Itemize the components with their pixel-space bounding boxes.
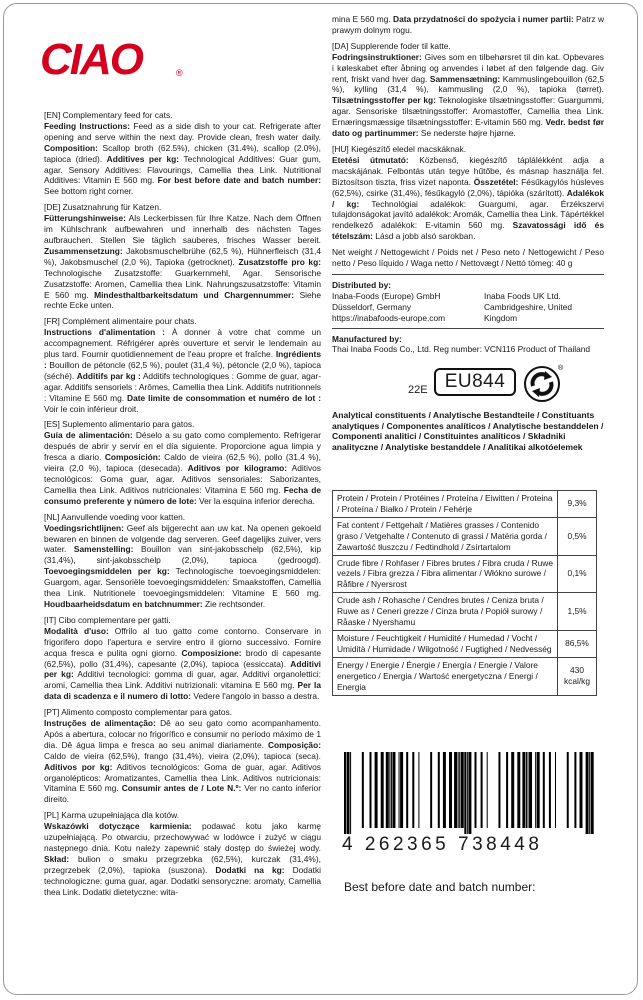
bold-label: Zusatzstoffe pro kg: [238,256,321,267]
language-code: [PT] [44,707,60,718]
nutrient-label: Crude ash / Rohasche / Cendres brutes / Ceniza bruta / Ruwe as / Ceneri grezze / Cinza bruta / Popiół surowy / Råaske / Nyershamu [333,593,558,631]
barcode-bar [529,752,532,828]
barcode-bar [511,752,514,828]
distributed-label: Distributed by: [332,279,392,290]
nutrition-row [333,517,597,555]
recycle-reg-mark: ® [558,365,564,372]
barcode-bar [555,752,556,828]
bold-label: Ingrédients : [44,349,321,370]
barcode-bar [468,752,471,834]
distributors [332,291,604,324]
body-text: Siehe rechte Ecke unten. [44,289,322,311]
bold-label: Instructions d'alimentation : [44,327,165,338]
barcode-bar [400,752,403,828]
nutrition-table [332,490,597,696]
bold-label: Etetési útmutató: [332,154,409,165]
barcode-bar [418,752,419,828]
nutrition-row [333,630,597,657]
section-title: Supplerende foder til katte. [350,40,451,51]
section-heading [44,110,321,121]
barcode-bar [461,752,464,828]
body-text: Offrilo al tuo gatto come contorno. Conservare in frigorifero dopo l'apertura e servire entro il giorno successivo. Fornire acqua fresca e pulita ogni giorno. [44,625,321,658]
barcode-bar [443,752,446,828]
recycle-icon [523,362,565,404]
barcode-bar [498,752,500,828]
nutrient-label: Protein / Protein / Protéines / Proteína / Eiwitten / Proteina / Proteína / Białko / Protein / Fehérje [333,491,558,518]
ciao-logo [40,35,190,88]
language-section [332,41,604,139]
eu-approval-code: EU844 [434,368,516,396]
section-heading [44,810,321,821]
bold-label: Voedingsrichtlijnen: [44,522,124,533]
language-section [44,316,321,414]
body-text: Aditivos tecnológicos: Goma guar, agar. Aditivos sensoriales: Saborizantes, Camellia thea Link. Aditivos nutricionales: Vitamina E 560 mg. [44,463,321,495]
body-text: Vedere l'angolo in basso a destra. [191,691,320,702]
barcode-bar [392,752,395,828]
distributor-eu-name: Inaba-Foods (Europe) GmbH [332,290,441,301]
language-code: [DE] [44,202,61,213]
nutrition-row [333,593,597,631]
body-text: bulion o smaku przegrzebka (62,5%), kurczak (31,4%), przegrzebek (2,0%), tapioka (suszona). [44,853,321,875]
barcode [338,752,600,834]
nutrition-row [333,491,597,518]
barcode-bar [375,752,378,828]
bold-label: Vedr. bedst før dato og partinummer: [332,117,604,139]
language-section [44,810,321,897]
body-text: Gives som en tilbehørsret til din kat. Opbevares i køleskabet efter åbning og anvendes i løbet af den følgende dag. Giv rent, friskt vand hver dag. [332,51,604,84]
bold-label: Szavatossági idő és tételszám: [332,220,604,242]
bold-label: Additivi per kg: [44,658,321,680]
barcode-bar [522,752,525,828]
manufactured-label: Manufactured by: [332,333,402,344]
bold-label: Samenstelling: [73,544,134,555]
barcode-bar [438,752,440,828]
barcode-bar [574,752,576,828]
body-text: Geef als bijgerecht aan uw kat. Na openen gekoeld bewaren en binnen de volgende dag serveren. Geef dagelijks zuiver, vers water. [44,522,321,555]
body-text: Technológiai adalékok: Guargumi, agar. Érzékszervi tulajdonságokat javító adalékok: Aromák, Camellia thea Link. Tápértékkel rendelkező adalékok: E-vitamin 560 mg. [332,198,604,231]
nutrition-row [333,657,597,695]
body-text: Scallop broth (62.5%), chicken (31.4%), scallop (2.0%), tapioca (dried). [44,142,321,164]
bold-label: Composition: [44,142,98,153]
body-text: mina E 560 mg. [332,14,394,24]
barcode-bar [454,752,457,828]
barcode-bar [344,752,346,834]
bold-label: Aditivos por kg: [44,761,113,772]
nutrient-label: Moisture / Feuchtigkeit / Humidité / Humedad / Vocht / Umidità / Humidade / Wilgotność / Fugtighed / Nedvesség [333,630,558,657]
barcode-bar [487,752,488,828]
body-text: podawać kotu jako karmę uzupełniającą. Po otwarciu, przechowywać w lodówce i zużyć w ciągu następnego dnia. Kotu należy zapewnić stały dostęp do świeżej wody. [44,821,321,853]
barcode-bar [362,752,364,828]
body-text: Technologische Zusatzstoffe: Guarkernmehl, Agar. Sensorische Zusatzstoffe: Aromen, Camellia thea Link. Nahrungszusatzstoffe: Vitamin E 560 mg. [44,267,321,300]
body-text: Dodatki technologiczne: guma guar, agar. Dodatki sensoryczne: aromaty, Camellia thea Link. Dodatki dietetyczne: wita- [44,864,321,897]
section-title: Kiegészítő eledel macskáknak. [351,143,467,154]
barcode-bar [589,752,590,834]
nutrient-label: Fat content / Fettgehalt / Matières grasses / Contenido graso / Vetgehalte / Contenuto di grassi / Matéria gorda / Zawartość tłuszczu / Fedtindhold / Zsírtartalom [333,517,558,555]
barcode-bar [537,752,540,828]
body-text: Patrz w prawym dolnym rogu. [332,14,604,35]
body-text: Se nederste højre hjørne. [418,128,516,139]
manufacturer: Thai Inaba Foods Co., Ltd. Reg number: VCN116 Product of Thailand [332,344,591,355]
language-code: [IT] [44,614,57,625]
barcode-bar [430,752,432,828]
body-text: Déselo a su gato como complemento. Refrigerar después de abrir y servir en el día siguiente. Proporcione agua limpia y fresca a diario. [44,430,321,463]
left-text-column [44,110,321,903]
body-text: Teknologiske tilsætningsstoffer: Guargummi, agar. Sensoriske tilsætningsstoffer: Aromastoffer, Camellia thea Link. Ernæringsmæssige tilsætningsstoffer: E-vitamin 560 mg. [332,95,604,128]
nutrient-value: 9,3% [558,491,597,518]
registered-mark: ® [176,68,183,78]
bold-label: Adalékok / kg: [332,187,604,209]
barcode-bar [449,752,452,828]
barcode-bar [381,752,384,828]
section-heading [44,316,321,327]
barcode-bar [370,752,372,828]
bold-label: Zusammensetzung: [44,245,123,256]
net-weight: Net weight / Nettogewicht / Poids net / Peso neto / Nettogewicht / Peso netto / Peso líquido / Waga netto / Nettovægt / Nettó tömeg: 40 g [332,247,604,269]
right-text-column [332,14,604,355]
body-text: Dê ao seu gato como acompanhamento. Após a abertura, colocar no frigorífico e consumir no período máximo de 1 dia. Dê água limpa e fresca ao seu animal diariamente. [44,718,321,750]
barcode-bar [526,752,527,828]
bold-label: Összetétel: [473,176,519,187]
language-section [44,512,321,610]
section-heading [332,144,604,155]
bold-label: Data przydatności do spożycia i numer partii: [393,14,574,24]
section-heading [44,615,321,626]
best-before-label: Best before date and batch number: [344,880,536,894]
distributor-eu-url: https://inabafoods-europe.com [332,312,446,323]
section-title: Complementary feed for cats. [62,110,173,120]
body-text: À donner à votre chat comme un accompagnement. Réfrigérer après ouverture et servir le lendemain au plus tard. Fournir quotidiennement de l'eau propre et fraîche. [44,327,321,360]
barcode-bar [406,752,408,828]
section-heading [44,707,321,718]
nutrient-value: 0,1% [558,555,597,593]
section-heading [44,202,321,213]
bold-label: Per la data di scadenza e il numero di lotto: [44,680,321,702]
body-text: Bouillon van sint-jakobsschelp (62,5%), kip (31,4%), sint-jakobsschelp (2,0%), tapioca (gedroogd). [44,544,321,566]
barcode-bar [543,752,545,828]
barcode-bar [591,752,594,834]
analytical-constituents-title: Analytical constituents / Analytische Bestandteile / Constituants analytiques / Componentes analíticos / Analytische bestanddelen / Componenti analitici / Constituintes analíticos / Składniki analityczne / Analytiske bestanddele / Analitikai alkotóelemek [332,410,604,452]
bold-label: Instruções de alimentação: [44,718,156,729]
bold-label: Modalità d'uso: [44,625,109,636]
barcode-bar [528,752,529,828]
body-text: Additivi tecnologici: gomma di guar, agar. Additivi organolettici: aromi, Camellia thea Link. Additivi nutrizionali: vitamina E 560 mg. [44,669,321,691]
bold-label: Composizione: [181,647,242,658]
body-text: Fésűkagylós húsleves (62,5%), csirke (31,4%), fésűkagyló (2,0%), tápióka (szárított). [332,176,604,198]
barcode-bar [567,752,569,828]
code-22e: 22E [408,384,428,396]
language-code: [EN] [44,110,61,120]
barcode-bar [347,752,350,834]
body-text: Zie rechtsonder. [202,598,266,609]
divider [332,274,604,275]
language-code: [NL] [44,511,60,522]
body-text: Feed as a side dish to your cat. Refrigerate after opening and serve within the next day. Provide clean, fresh water daily. [44,120,321,142]
bold-label: Dodatki na kg: [215,864,285,875]
bold-label: Composición: [104,452,161,463]
section-heading [44,419,321,430]
distributor-uk-name: Inaba Foods UK Ltd. [484,290,561,301]
body-text: Technologische toevoegingsmiddelen: Guargom, agar. Sensoriële toevoegingsmiddelen: Smaakstoffen, Camellia thea Link. Nutritionele toevoegingsmiddelen: Vitamine E 560 mg. [44,566,322,599]
barcode-bar [464,752,466,834]
body-text: Bouillon de pétoncle (62,5 %), poulet (31,4 %), pétoncle (2,0 %), tapioca (séché). [44,359,321,381]
bold-label: Additifs par kg : [76,370,141,381]
bold-label: Tilsætningsstoffer per kg: [332,95,436,106]
bold-label: Wskazówki dotyczące karmienia: [44,821,192,832]
barcode-bar [467,752,468,834]
logo-text: CIAO [40,35,142,84]
bold-label: Date limite de consommation et numéro de lot : [127,392,321,403]
bold-label: Aditivos por kilogramo: [187,463,288,474]
barcode-bar [475,752,477,828]
language-code: [FR] [44,316,60,327]
bold-label: For best before date and batch number: [157,175,321,186]
barcode-bar [399,752,400,828]
bold-label: Consumir antes de / Lote N.º: [121,783,242,794]
body-text: Additifs technologiques : Gomme de guar, agar-agar. Additifs sensoriels : Arômes, Camellia thea Link. Additifs nutritionnels : Vitamine E 560 mg. [44,370,321,403]
nutrient-value: 1,5% [558,593,597,631]
barcode-bar [481,752,483,828]
language-code: [ES] [44,419,60,430]
section-title: Suplemento alimentario para gatos. [62,419,195,430]
section-title: Alimento composto complementar para gatos. [61,707,233,718]
barcode-bar [389,752,390,828]
body-text: Voir le coin inférieur droit. [44,403,139,414]
section-title: Zusatznahrung für Katzen. [62,202,162,213]
language-section [44,110,321,197]
right-language-sections [332,14,604,242]
body-text: Technological Additives: Guar gum, agar. Sensory Additives: Flavourings, Camellia thea Link. Nutritional Additives: Vitamin E 560 mg. [44,153,321,186]
barcode-bar [586,752,589,834]
body-text: Als Leckerbissen für Ihre Katze. Nach dem Öffnen im Kühlschrank aufbewahren und innerhalb des nächsten Tages aufbrauchen. Stellen Sie täglich sauberes, frisches Wasser bereit. [44,213,321,245]
body-text: Caldo de vieira (62,5%), frango (31,4%), vieira (2,0%), tapioca (seca). [44,750,321,761]
section-heading [44,512,321,523]
bold-label: Sammensætning: [429,73,501,84]
barcode-bar [350,752,351,834]
barcode-bar [391,752,392,828]
barcode-bar [549,752,551,828]
language-section [44,615,321,702]
body-text: Kammuslingebouillon (62,5 %), kylling (31,4 %), kammusling (2,0 %), tapioka (tørret). [332,73,604,95]
section-heading [332,41,604,52]
bold-label: Skład: [44,853,70,864]
barcode-number: 4 262365 738448 [342,834,543,855]
distributor-uk [484,291,604,324]
bold-label: Houdbaarheidsdatum en batchnummer: [44,598,203,609]
section-title: Karma uzupełniająca dla kotów. [61,810,180,821]
nutrient-label: Energy / Energie / Énergie / Energía / Energie / Valore energetico / Energia / Wartość energetyczna / Energi / Energia [333,657,558,695]
bold-label: Fecha de consumo preferente y número de lote: [44,484,321,506]
distributor-eu [332,291,445,324]
body-text: Lásd a jobb alsó sarokban. [372,231,476,242]
nutrient-label: Crude fibre / Rohfaser / Fibres brutes / Fibra cruda / Ruwe vezels / Fibra grezza / Fibra alimentar / Włókno surowe / Råfibre / Nyersrost [333,555,558,593]
language-section [44,202,321,311]
bold-label: Fütterungshinweise: [44,213,126,224]
barcode-bar [535,752,536,828]
body-text: Ver no canto inferior direito. [44,783,322,805]
body-text: See bottom right corner. [44,186,134,197]
language-code: [DA] [332,40,349,51]
body-text: Caldo de vieira (62,5 %), pollo (31,4 %), vieira (2,0 %), tapioca (desecada). [44,452,321,474]
bold-label: Toevoegingsmiddelen per kg: [44,566,170,577]
barcode-bar [386,752,389,828]
language-code: [HU] [332,143,349,154]
barcode-bar [580,752,583,828]
language-section [332,14,604,36]
bold-label: Additives per kg: [106,153,180,164]
distributor-eu-city: Düsseldorf, Germany [332,301,412,312]
bold-label: Composição: [267,739,321,750]
section-title: Complément alimentaire pour chats. [62,316,197,327]
bold-label: Fodringsinstruktioner: [332,51,422,62]
body-text: Ver la esquina inferior derecha. [196,495,315,506]
barcode-bar [506,752,508,828]
bold-label: Feeding Instructions: [44,120,131,131]
barcode-bar [517,752,520,828]
language-section [44,419,321,506]
section-title: Cibo complementare per gatti. [58,614,171,625]
barcode-bar [459,752,460,828]
language-code: [PL] [44,810,59,821]
nutrient-value: 0,5% [558,517,597,555]
section-title: Aanvullende voeding voor katten. [61,511,186,522]
language-section [44,707,321,805]
distributor-uk-region: Cambridgeshire, United Kingdom [484,301,572,323]
divider [332,328,604,329]
barcode-bar [458,752,459,828]
bold-label: Mindesthaltbarkeitsdatum und Chargennummer: [94,289,295,300]
body-text: Közbenső, kiegészítő táplálékként adja a macskájának. Felbontás után tegye hűtőbe, és másnap használja fel. Biztosítson tiszta, friss vizet naponta. [332,154,605,187]
barcode-bar [412,752,414,828]
language-section [332,144,604,242]
body-text: Jakobsmuschelbrühe (62,5 %), Hühnerfleisch (31,4 %), Jakobsmuschel (2,0 %), Tapioka (getrocknet). [44,245,321,267]
body-text: brodo di capesante (62,5%), pollo (31,4%), capesante (2,0%), tapioca (essiccata). [44,647,321,669]
nutrient-value: 430 kcal/kg [558,657,597,695]
nutrient-value: 86,5% [558,630,597,657]
nutrition-row [333,555,597,593]
bold-label: Guía de alimentación: [44,430,133,441]
body-text: Aditivos tecnológicos: Goma de guar, agar. Aditivos organolépticos: Aromatizantes, Camellia thea Link. Aditivos nutricionais: Vitamina E 560 mg. [44,761,321,794]
